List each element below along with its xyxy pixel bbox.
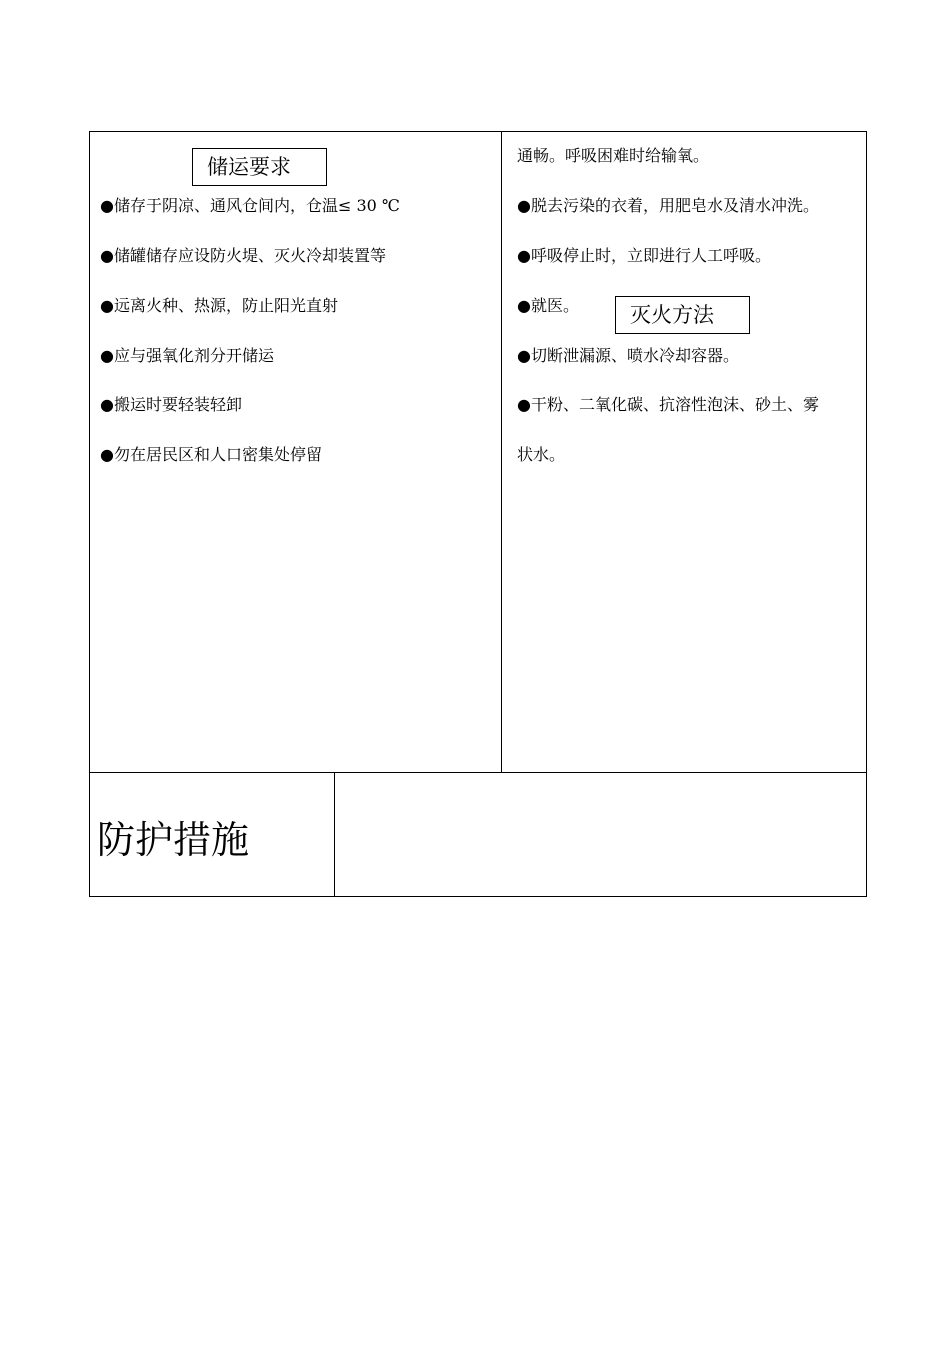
first-aid-line: ●就医。 (517, 296, 579, 315)
row-divider (89, 772, 867, 773)
storage-item: ●储罐储存应设防火堤、灭火冷却装置等 (100, 246, 386, 265)
fire-line: 状水。 (517, 445, 566, 464)
fire-line: ●干粉、二氧化碳、抗溶性泡沫、砂土、雾 (517, 395, 819, 414)
first-aid-line: ●呼吸停止时，立即进行人工呼吸。 (517, 246, 771, 265)
fire-line: ●切断泄漏源、喷水冷却容器。 (517, 346, 739, 365)
first-aid-line: ●脱去污染的衣着，用肥皂水及清水冲洗。 (517, 196, 819, 215)
protection-label: 防护措施 (97, 818, 250, 862)
storage-item: ●勿在居民区和人口密集处停留 (100, 445, 322, 464)
label-divider (334, 772, 335, 897)
storage-item: ●远离火种、热源，防止阳光直射 (100, 296, 338, 315)
column-divider (501, 131, 502, 772)
storage-item: ●应与强氧化剂分开储运 (100, 346, 274, 365)
storage-item: ●搬运时要轻装轻卸 (100, 395, 242, 414)
storage-title: 储运要求 (192, 148, 327, 186)
storage-item: ●储存于阴凉、通风仓间内，仓温≤ 30 ℃ (100, 196, 400, 215)
first-aid-line: 通畅。呼吸困难时给输氧。 (517, 146, 710, 165)
fire-title: 灭火方法 (615, 296, 750, 334)
